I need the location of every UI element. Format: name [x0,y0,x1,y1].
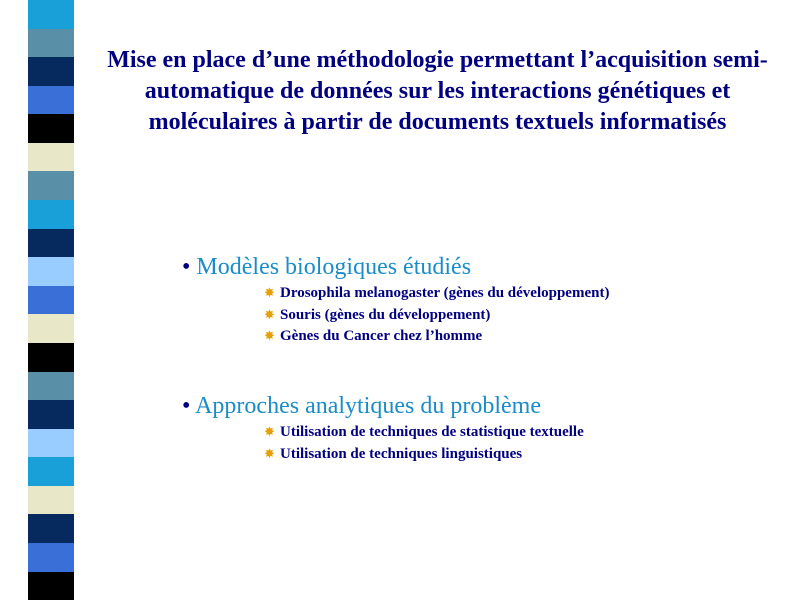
asterisk-star-icon: ✸ [264,446,275,462]
bullet-list [264,283,609,348]
stripe-segment [28,343,74,372]
slide-title: Mise en place d’une méthodologie permettant l’acquisition semi-automatique de données sur les interactions génétiques et moléculaires à partir de documents textuels informatisés [107,47,768,135]
bullet-list [264,422,584,465]
stripe-segment [28,514,74,543]
stripe-segment [28,114,74,143]
asterisk-star-icon: ✸ [264,307,275,323]
list-item-text: Utilisation de techniques linguistiques [280,445,523,462]
stripe-segment [28,486,74,515]
bullet-dot: • [182,393,191,419]
section-heading-text: Modèles biologiques étudiés [196,254,472,280]
stripe-segment [28,229,74,258]
stripe-segment [28,400,74,429]
list-item-text: Utilisation de techniques de statistique textuelle [280,424,584,440]
stripe-segment [28,86,74,115]
stripe-segment [28,572,74,600]
list-item [264,422,584,444]
list-item [264,444,584,466]
list-item [264,283,609,305]
section-analytical-approaches [182,391,584,465]
stripe-segment [28,29,74,58]
section-heading [182,391,584,421]
stripe-segment [28,257,74,286]
stripe-segment [28,372,74,401]
list-item [264,326,609,348]
stripe-segment [28,543,74,572]
stripe-segment [28,286,74,315]
stripe-segment [28,171,74,200]
stripe-segment [28,457,74,486]
section-biological-models [182,252,609,348]
list-item-text: Drosophila melanogaster (gènes du développement) [280,285,610,301]
stripe-segment [28,57,74,86]
list-item-text: Souris (gènes du développement) [280,306,491,323]
stripe-segment [28,0,74,29]
section-heading-text: Approches analytiques du problème [195,393,541,419]
stripe-segment [28,429,74,458]
asterisk-star-icon: ✸ [264,286,275,302]
stripe-segment [28,143,74,172]
asterisk-star-icon: ✸ [264,329,275,345]
stripe-segment [28,200,74,229]
decorative-color-stripe [28,0,74,600]
section-heading [182,252,609,282]
stripe-segment [28,314,74,343]
asterisk-star-icon: ✸ [264,425,275,441]
bullet-dot: • [182,254,191,280]
list-item [264,305,609,327]
list-item-text: Gènes du Cancer chez l’homme [280,328,483,344]
